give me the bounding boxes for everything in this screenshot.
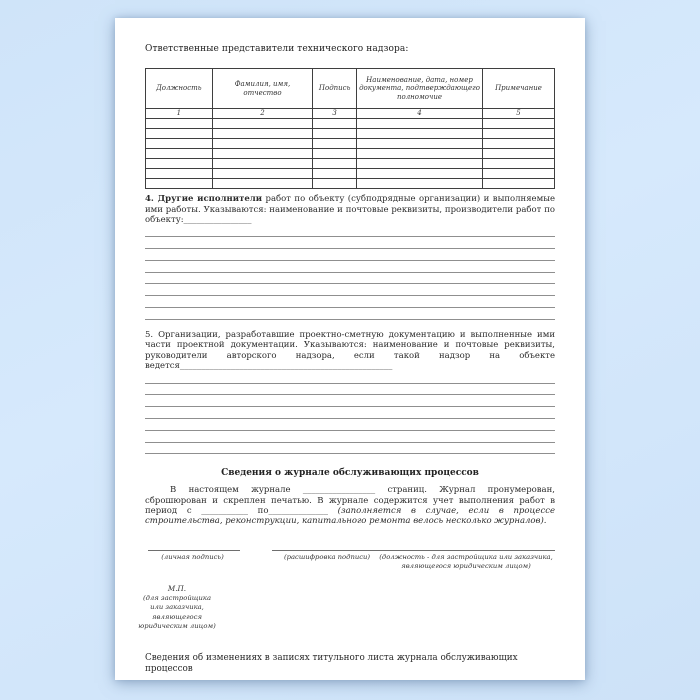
table-empty-cell xyxy=(482,179,554,189)
table-empty-cell xyxy=(482,159,554,169)
section5-paragraph: 5. Организации, разработавшие проектно-сметную документацию и выполненные ими части проектной документации. Указываются: наименование и почтовые реквизиты, руководители авторского надзора, если такой надзор на объекте ведется__________________________________________________ xyxy=(145,329,555,372)
personal-signature-line xyxy=(148,549,240,551)
table-empty-row xyxy=(146,129,555,139)
stamp-abbreviation: М.П. xyxy=(167,583,187,593)
table-empty-cell xyxy=(313,139,357,149)
table-empty-cell xyxy=(482,149,554,159)
document-page xyxy=(115,18,585,680)
table-empty-cell xyxy=(482,119,554,129)
footer-line: Сведения об изменениях в записях титульного листа журнала обслуживающих процессов xyxy=(145,653,518,675)
blank-write-in-line xyxy=(145,384,555,396)
section4-text: работ по объекту (субподрядные организации) и выполняемые ими работы. Указываются: наименование и почтовые реквизиты, производители работ по объекту:________________ xyxy=(145,194,555,225)
section4-blank-lines xyxy=(145,226,555,320)
supervisors-table-empty-rows xyxy=(146,119,555,189)
table-empty-cell xyxy=(313,169,357,179)
journal-paragraph-italic: (заполняется в случае, если в процессе строительства, реконструкции, капитального ремонта велось несколько журналов). xyxy=(145,506,555,527)
table-empty-row xyxy=(146,139,555,149)
table-empty-cell xyxy=(357,179,483,189)
col-header-position: Должность xyxy=(146,69,213,109)
personal-signature-label: (личная подпись) xyxy=(161,552,224,561)
table-number-row xyxy=(146,109,555,119)
decrypt-signature-line xyxy=(272,549,555,551)
journal-paragraph-normal: В настоящем журнале _________________ страниц. Журнал пронумерован, сброшюрован и скреплен печатью. В журнале содержится учет выполнения работ в период с ___________ по______________ xyxy=(145,485,555,517)
blank-write-in-line xyxy=(145,261,555,273)
table-empty-cell xyxy=(146,119,213,129)
table-empty-cell xyxy=(313,129,357,139)
position-signature-label: (должность - для застройщика или заказчика, являющегося юридическим лицом) xyxy=(379,552,553,570)
table-empty-cell xyxy=(357,169,483,179)
supervisors-heading: Ответственные представители технического надзора: xyxy=(145,44,409,54)
col-num-1: 1 xyxy=(146,109,213,119)
supervisors-table xyxy=(145,68,555,189)
table-empty-cell xyxy=(482,129,554,139)
blank-write-in-line xyxy=(145,273,555,285)
table-empty-cell xyxy=(146,179,213,189)
col-header-note: Примечание xyxy=(482,69,554,109)
table-empty-cell xyxy=(357,139,483,149)
right-signature-labels xyxy=(272,553,555,571)
table-empty-cell xyxy=(146,159,213,169)
table-empty-cell xyxy=(212,139,313,149)
stamp-block xyxy=(138,584,216,632)
table-empty-cell xyxy=(212,169,313,179)
col-header-document: Наименование, дата, номер документа, подтверждающего полномочие xyxy=(357,69,483,109)
blank-write-in-line xyxy=(145,395,555,407)
table-empty-row xyxy=(146,159,555,169)
table-empty-cell xyxy=(313,159,357,169)
table-empty-cell xyxy=(146,129,213,139)
signature-labels xyxy=(145,553,555,571)
blank-write-in-line xyxy=(145,249,555,261)
blank-write-in-line xyxy=(145,443,555,455)
table-empty-cell xyxy=(357,129,483,139)
table-empty-row xyxy=(146,179,555,189)
stamp-note: (для застройщика или заказчика, являющегося юридическим лицом) xyxy=(138,593,216,631)
table-empty-cell xyxy=(212,119,313,129)
blank-write-in-line xyxy=(145,296,555,308)
col-header-signature: Подпись xyxy=(313,69,357,109)
table-empty-cell xyxy=(212,129,313,139)
table-empty-row xyxy=(146,149,555,159)
decrypt-signature-label: (расшифровка подписи) xyxy=(284,552,371,561)
table-empty-cell xyxy=(212,179,313,189)
col-num-5: 5 xyxy=(482,109,554,119)
col-header-name: Фамилия, имя, отчество xyxy=(212,69,313,109)
section4-lead: 4. Другие исполнители xyxy=(145,194,263,204)
table-empty-row xyxy=(146,169,555,179)
table-empty-cell xyxy=(482,169,554,179)
section5-blank-lines xyxy=(145,372,555,455)
table-empty-cell xyxy=(146,139,213,149)
blank-write-in-line xyxy=(145,372,555,384)
table-empty-cell xyxy=(146,149,213,159)
blank-write-in-line xyxy=(145,237,555,249)
journal-section-heading: Сведения о журнале обслуживающих процессов xyxy=(221,468,479,479)
signature-lines xyxy=(145,549,555,551)
col-num-2: 2 xyxy=(212,109,313,119)
blank-write-in-line xyxy=(145,431,555,443)
table-empty-cell xyxy=(212,149,313,159)
blank-write-in-line xyxy=(145,226,555,238)
blank-write-in-line xyxy=(145,308,555,320)
col-num-3: 3 xyxy=(313,109,357,119)
table-empty-cell xyxy=(357,149,483,159)
table-empty-cell xyxy=(482,139,554,149)
table-empty-cell xyxy=(146,169,213,179)
blank-write-in-line xyxy=(145,407,555,419)
blank-write-in-line xyxy=(145,284,555,296)
blank-write-in-line xyxy=(145,419,555,431)
table-header-row xyxy=(146,69,555,109)
section4-paragraph xyxy=(145,194,555,226)
table-empty-cell xyxy=(357,119,483,129)
table-empty-cell xyxy=(357,159,483,169)
table-empty-cell xyxy=(313,119,357,129)
table-empty-cell xyxy=(212,159,313,169)
table-empty-row xyxy=(146,119,555,129)
journal-paragraph xyxy=(145,485,555,526)
table-empty-cell xyxy=(313,179,357,189)
table-empty-cell xyxy=(313,149,357,159)
col-num-4: 4 xyxy=(357,109,483,119)
